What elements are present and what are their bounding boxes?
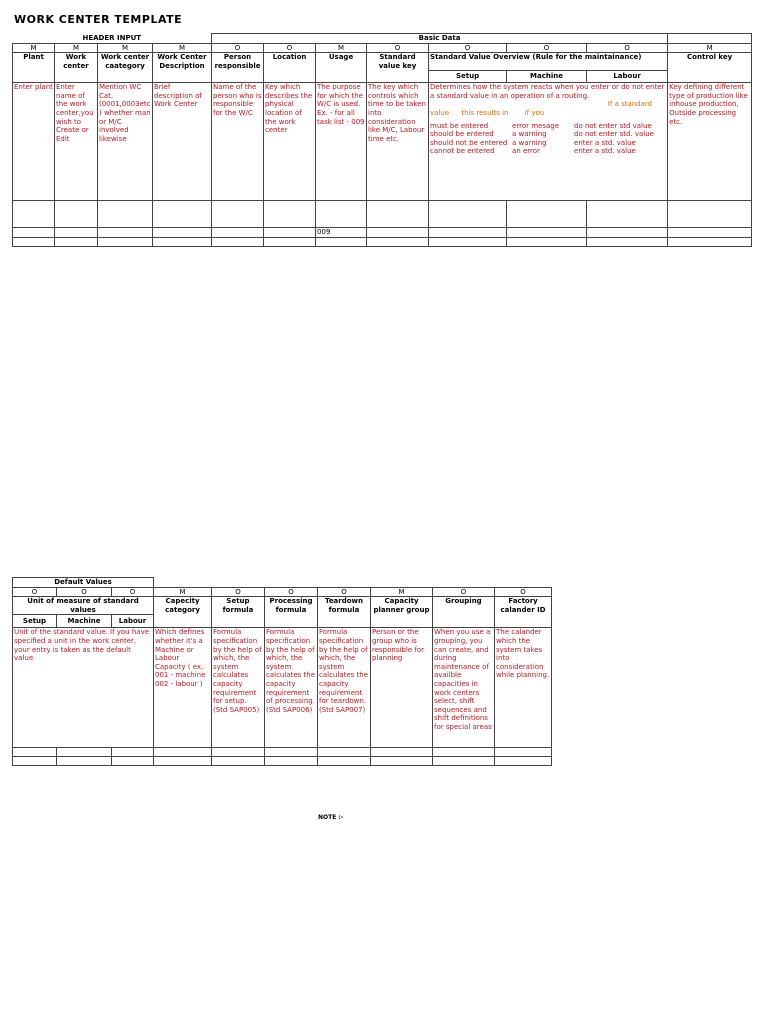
desc-planner-group: Person or the group who is responsible for planning bbox=[371, 628, 433, 748]
col-header-control-key: Control key bbox=[668, 53, 752, 83]
flag-cell: O bbox=[57, 587, 112, 597]
overview-results-in: this results in bbox=[461, 108, 509, 117]
flag-cell: M bbox=[154, 587, 212, 597]
col-header-usage: Usage bbox=[316, 53, 367, 83]
flag-cell: O bbox=[112, 587, 154, 597]
flag-cell: M bbox=[55, 43, 98, 53]
col-header-grouping: Grouping bbox=[433, 597, 495, 628]
rule-text: an error bbox=[512, 147, 540, 156]
default-values-group: Default Values bbox=[13, 578, 154, 588]
desc-work-center: Enter name of the work center,you wish to Create or Edit bbox=[55, 83, 98, 201]
col-header-person: Person responsible bbox=[212, 53, 264, 83]
col-header-setup-formula: Setup formula bbox=[212, 597, 265, 628]
flag-cell: O bbox=[212, 587, 265, 597]
entry-row bbox=[13, 228, 752, 238]
col-header-teardown-formula: Teardown formula bbox=[318, 597, 371, 628]
note-label: NOTE :- bbox=[318, 814, 344, 821]
col-header-planner-group: Capacity planner group bbox=[371, 597, 433, 628]
col-header-setup: Setup bbox=[429, 71, 507, 83]
rule-text: cannot be entered bbox=[430, 147, 495, 156]
desc-control-key: Key defining different type of production like inhouse production, Outside processing etc. bbox=[668, 83, 752, 201]
description-row bbox=[13, 83, 752, 201]
rule-text: do not enter std value bbox=[574, 121, 652, 130]
page-title: WORK CENTER TEMPLATE bbox=[14, 13, 183, 26]
flag-cell: O bbox=[13, 587, 57, 597]
desc-std-overview bbox=[429, 83, 668, 201]
col-header-description: Work Center Description bbox=[153, 53, 212, 83]
rule-text: enter a std. value bbox=[574, 147, 636, 156]
col-header-category: Work center caategory bbox=[98, 53, 153, 83]
rule-text: a warning bbox=[512, 130, 547, 139]
rule-text: a warning bbox=[512, 138, 547, 147]
default-values-table bbox=[12, 577, 552, 766]
flag-cell: O bbox=[429, 43, 507, 53]
rule-text: must be entered bbox=[430, 121, 489, 130]
desc-std-value-key: The key which controls which time to be taken into consideration like M/C, Labour time etc. bbox=[367, 83, 429, 201]
flag-cell: O bbox=[507, 43, 587, 53]
header-input-group: HEADER INPUT bbox=[82, 33, 142, 42]
flag-cell: O bbox=[265, 587, 318, 597]
col-header-setup: Setup bbox=[13, 615, 57, 628]
col-header-unit: Unit of measure of standard values bbox=[13, 597, 154, 615]
desc-category: Mention WC Cat. (0001,0003etc ) whether man or M/C involved likewise bbox=[98, 83, 153, 201]
col-header-std-overview: Standard Value Overview (Rule for the maintainance) bbox=[429, 53, 668, 71]
flag-cell: M bbox=[98, 43, 153, 53]
rule-text: should be entered bbox=[430, 130, 494, 139]
col-header-labour: Labour bbox=[112, 615, 154, 628]
col-header-processing-formula: Processing formula bbox=[265, 597, 318, 628]
rules-col-action bbox=[574, 122, 660, 156]
flag-cell: M bbox=[316, 43, 367, 53]
empty-row bbox=[13, 201, 752, 228]
col-header-capacity-category: Capecity category bbox=[154, 597, 212, 628]
flag-cell: O bbox=[264, 43, 316, 53]
col-header-factory-calendar: Factory calander ID bbox=[495, 597, 552, 628]
overview-if-you: if you bbox=[524, 108, 545, 117]
col-header-plant: Plant bbox=[13, 53, 55, 83]
desc-description: Brief description of Work Center bbox=[153, 83, 212, 201]
desc-capacity-category: Which defines whether it's a Machine or Labour Capacity ( ex. 001 - machine 002 - labour ) bbox=[154, 628, 212, 748]
overview-results-line bbox=[430, 109, 666, 118]
desc-processing-formula: Formula specification by the help of which, the system calculates the capacity requirement of processing. (Std SAP006) bbox=[265, 628, 318, 748]
rule-text: error mesage bbox=[512, 121, 560, 130]
overview-value-word: value bbox=[430, 108, 450, 117]
basic-data-group: Basic Data bbox=[212, 34, 668, 44]
flag-cell: O bbox=[495, 587, 552, 597]
desc-setup-formula: Formula specification by the help of which, the system calculates capacity requirement for setup. (Std SAP005) bbox=[212, 628, 265, 748]
flag-cell: O bbox=[367, 43, 429, 53]
empty-row bbox=[13, 748, 552, 757]
flag-row bbox=[13, 587, 552, 597]
rules-col-result bbox=[512, 122, 574, 156]
flag-row bbox=[13, 43, 752, 53]
flag-cell: O bbox=[212, 43, 264, 53]
desc-grouping: When you use a grouping, you can create, and during maintenance of availble capacities in work centers select, shift sequences and shift definitions for special areas bbox=[433, 628, 495, 748]
rule-text: do not enter std. value bbox=[574, 130, 654, 139]
flag-cell: O bbox=[587, 43, 668, 53]
overview-intro: Determines how the system reacts when you enter or do not enter a standard value in an operation of a routing. bbox=[430, 83, 665, 100]
desc-plant: Enter plant bbox=[13, 83, 55, 201]
flag-cell: M bbox=[153, 43, 212, 53]
rule-text: enter a std. value bbox=[574, 138, 636, 147]
description-row bbox=[13, 628, 552, 748]
col-header-machine: Machine bbox=[507, 71, 587, 83]
col-header-labour: Labour bbox=[587, 71, 668, 83]
overview-rules bbox=[430, 122, 666, 156]
desc-unit: Unit of the standard value. If you have specified a unit in the work center, your entry is taken as the default value bbox=[13, 628, 154, 748]
work-center-table bbox=[12, 33, 752, 247]
flag-cell: M bbox=[371, 587, 433, 597]
col-header-location: Location bbox=[264, 53, 316, 83]
desc-usage: The purpose for which the W/C is used. Ex. - for all task list - 009 bbox=[316, 83, 367, 201]
overview-if-standard: If a standard bbox=[607, 100, 653, 109]
col-header-std-value-key: Standard value key bbox=[367, 53, 429, 83]
desc-location: Key which describes the physical location of the work center bbox=[264, 83, 316, 201]
desc-person: Name of the person who is responsible for the W/C bbox=[212, 83, 264, 201]
col-header-machine: Machine bbox=[57, 615, 112, 628]
desc-teardown-formula: Formula specification by the help of which, the system calculates the capacity requirement for teardown. (Std SAP007) bbox=[318, 628, 371, 748]
col-header-work-center: Work center bbox=[55, 53, 98, 83]
empty-row bbox=[13, 757, 552, 766]
rules-col-entry bbox=[430, 122, 512, 156]
rule-text: should not be entered bbox=[430, 138, 508, 147]
desc-factory-calendar: The calander which the system takes into consideration while planning. bbox=[495, 628, 552, 748]
flag-cell: M bbox=[668, 43, 752, 53]
usage-value: 009 bbox=[316, 228, 367, 238]
flag-cell: O bbox=[318, 587, 371, 597]
flag-cell: M bbox=[13, 43, 55, 53]
empty-row bbox=[13, 237, 752, 246]
flag-cell: O bbox=[433, 587, 495, 597]
